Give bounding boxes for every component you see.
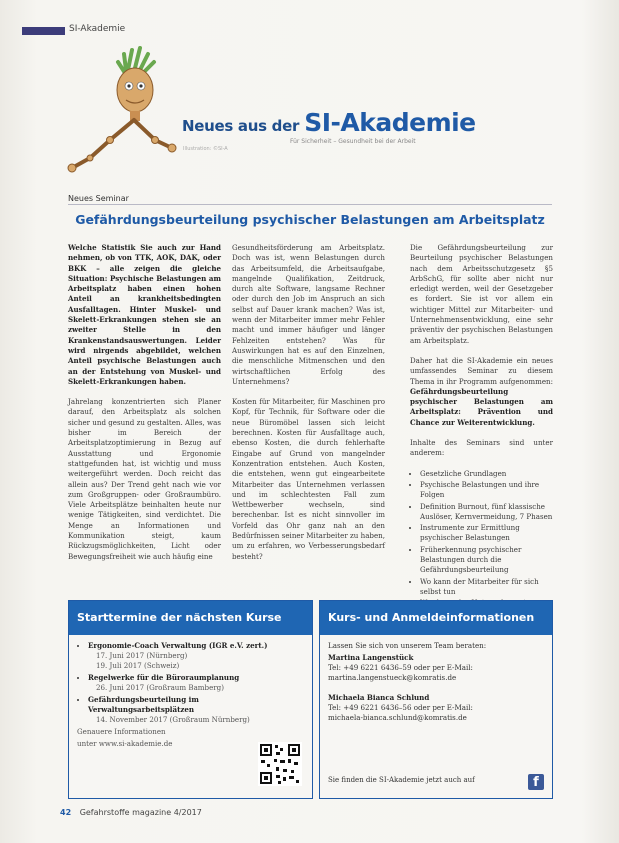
- contact-name: Martina Langenstück: [328, 653, 414, 662]
- hero-title-brand: SI-Akademie: [304, 108, 476, 137]
- page-footer: [60, 808, 202, 817]
- qr-code[interactable]: [258, 742, 302, 786]
- contact-phone: Tel: +49 6221 6436–56 oder per E-Mail:: [328, 703, 473, 712]
- more-info-label: Genauere Informationen: [77, 727, 166, 736]
- course-title: • Gefährdungsbeurteilung im Verwaltungsarbeitsplätzen: [88, 695, 199, 714]
- contact-intro: Lassen Sie sich von unserem Team beraten:: [328, 641, 487, 650]
- contact-box: [319, 600, 553, 799]
- list-item: • Gesetzliche Grundlagen: [420, 469, 553, 479]
- article-column-1: [68, 243, 221, 572]
- article-column-2: [232, 243, 385, 572]
- course-item: [88, 695, 304, 725]
- article-headline: Gefährdungsbeurteilung psychischer Belastungen am Arbeitsplatz: [75, 212, 545, 227]
- courses-box: [68, 600, 313, 799]
- hero-title: [182, 108, 476, 137]
- article-column-3: [410, 243, 553, 610]
- article-paragraph: Jahrelang konzentrierten sich Planer darauf, den Arbeitsplatz als solchen sicher und gesund zu gestalten. Alles, was bisher im Bereich der Arbeitsplatzoptimierung in Bezug auf Ausstattung und Ergonomie stattgefunden hat, ist wichtig und muss weitergeführt werden. Doch reicht das allein aus? Der Trend geht nach wie vor zum Großgruppen- oder Großraumbüro. Viele Arbeitsplätze beinhalten heute nur wenige Tätigkeiten, sind verdichtet. Die Menge an Informationen und Kommunikation steigt, kaum Rückzugsmöglichkeiten, Licht oder Bewegungsfreiheit wie auch häufig eine: [68, 397, 221, 561]
- contact-email[interactable]: martina.langenstueck@komratis.de: [328, 673, 457, 682]
- course-date: 14. November 2017 (Großraum Nürnberg): [96, 715, 250, 724]
- article-lead: Welche Statistik Sie auch zur Hand nehmen, ob von TTK, AOK, DAK, oder BKK – alle zeigen die gleiche Situation: Psychische Belastungen am Arbeitsplatz haben einen hohen Anteil an krankheitsbedingten Ausfalltagen. Hinter Muskel- und Skelett-Erkrankungen stehen sie an zweiter Stelle in den Krankenstandsauswertungen. Leider wird nirgends abgebildet, welchen Anteil psychische Belastungen auch an der Entstehung von Muskel- und Skelett-Erkrankungen haben.: [68, 243, 221, 386]
- course-date: 17. Juni 2017 (Nürnberg): [96, 651, 188, 660]
- list-item: • Instrumente zur Ermittlung psychischer Belastungen: [420, 523, 553, 544]
- section-color-bar: [22, 27, 65, 35]
- seminar-title: Gefährdungsbeurteilung psychischer Belastungen am Arbeitsplatz: Prävention und Chance zur Weiterentwicklung.: [410, 386, 553, 427]
- hero-title-prefix: Neues aus der: [182, 117, 300, 135]
- facebook-text: Sie finden die SI-Akademie jetzt auch auf: [328, 776, 475, 784]
- article-paragraph: Gesundheitsförderung am Arbeitsplatz. Doch was ist, wenn Belastungen durch das Arbeitsumfeld, die Arbeitsaufgabe, mangelnde Qualifikation, Zeitdruck, durch alte Software, langsame Rechner oder durch den Job im Anspruch an sich selbst auf Dauer krank machen? Was ist, wenn der Mitarbeiter immer mehr Fehler macht und immer häufiger und länger Fehlzeiten entstehen? Was für Auswirkungen hat es auf den Einzelnen, die menschliche Mitmenschen und den wirtschaftlichen Erfolg des Unternehmens?: [232, 243, 385, 386]
- course-item: [88, 673, 304, 693]
- list-intro: Inhalte des Seminars sind unter anderem:: [410, 438, 553, 458]
- list-item: • Definition Burnout, fünf klassische Auslöser, Kernvermeidung, 7 Phasen: [420, 502, 553, 523]
- contact-email[interactable]: michaela-bianca.schlund@komratis.de: [328, 713, 467, 722]
- magazine-issue: Gefahrstoffe magazine 4/2017: [79, 808, 202, 817]
- course-date: 26. Juni 2017 (Großraum Bamberg): [96, 683, 224, 692]
- facebook-icon[interactable]: f: [528, 774, 544, 790]
- list-item: • Wo kann der Mitarbeiter für sich selbst tun: [420, 577, 553, 598]
- article-paragraph: Die Gefährdungsbeurteilung zur Beurteilung psychischer Belastungen nach dem Arbeitsschutzgesetz §5 ArbSchG, für sollte aber nicht nur erledigt werden, weil der Gesetzgeber es fordert. Sie ist vor allem ein wichtiger Mittel zur Mitarbeiter- und Unternehmensentwicklung, eine sehr präventiv der psychischen Belastungen am Arbeitsplatz.: [410, 243, 553, 345]
- seminar-contents-list: [410, 469, 553, 609]
- course-date: 19. Juli 2017 (Schweiz): [96, 661, 180, 670]
- course-item: [88, 641, 304, 671]
- paragraph-text: Daher hat die SI-Akademie ein neues umfassendes Seminar zu diesem Thema in ihr Programm aufgenommen:: [410, 355, 553, 386]
- article-paragraph: [410, 356, 553, 428]
- course-title: • Regelwerke für die Büroraumplanung: [88, 673, 240, 682]
- courses-box-body: [69, 635, 312, 755]
- course-list: [77, 641, 304, 725]
- article-paragraph: Kosten für Mitarbeiter, für Maschinen pro Kopf, für Technik, für Software oder die neue Büromöbel lassen sich leicht berechnen. Kosten für Ausfalltage auch, ebenso Kosten, die durch fehlerhafte Eingabe auf Grund von mangelnder Konzentration entstehen. Auch Kosten, die entstehen, wenn gut eingearbeitete Mitarbeiter das Unternehmen verlassen und im schlechtesten Fall zum Wettbewerber wechseln, sind berechenbar. Ist es nicht sinnvoller im Vorfeld das Ohr ganz nah an den Bedürfnissen seiner Mitarbeiter zu haben, um zu erfahren, wo Verbesserungsbedarf besteht?: [232, 397, 385, 561]
- hero-subtitle: Für Sicherheit – Gesundheit bei der Arbeit: [290, 138, 416, 145]
- website-link[interactable]: unter www.si-akademie.de: [77, 739, 173, 748]
- divider: [68, 204, 552, 205]
- contact-box-body: [320, 635, 552, 729]
- contact-box-title: Kurs- und Anmeldeinformationen: [320, 601, 552, 635]
- courses-box-title: Starttermine der nächsten Kurse: [69, 601, 312, 635]
- list-item: • Früherkennung psychischer Belastungen durch die Gefährdungsbeurteilung: [420, 545, 553, 576]
- course-title: • Ergonomie-Coach Verwaltung (IGR e.V. zert.): [88, 641, 268, 650]
- list-item: • Psychische Belastungen und ihre Folgen: [420, 480, 553, 501]
- section-label: Neues Seminar: [68, 194, 129, 203]
- page-number: 42: [60, 808, 72, 817]
- illustration-credit: Illustration: ©SI-A: [183, 146, 228, 152]
- contact-name: Michaela Bianca Schlund: [328, 693, 430, 702]
- contact-phone: Tel: +49 6221 6436–59 oder per E-Mail:: [328, 663, 473, 672]
- mascot-illustration: [60, 40, 185, 180]
- section-tag: SI-Akademie: [69, 24, 126, 34]
